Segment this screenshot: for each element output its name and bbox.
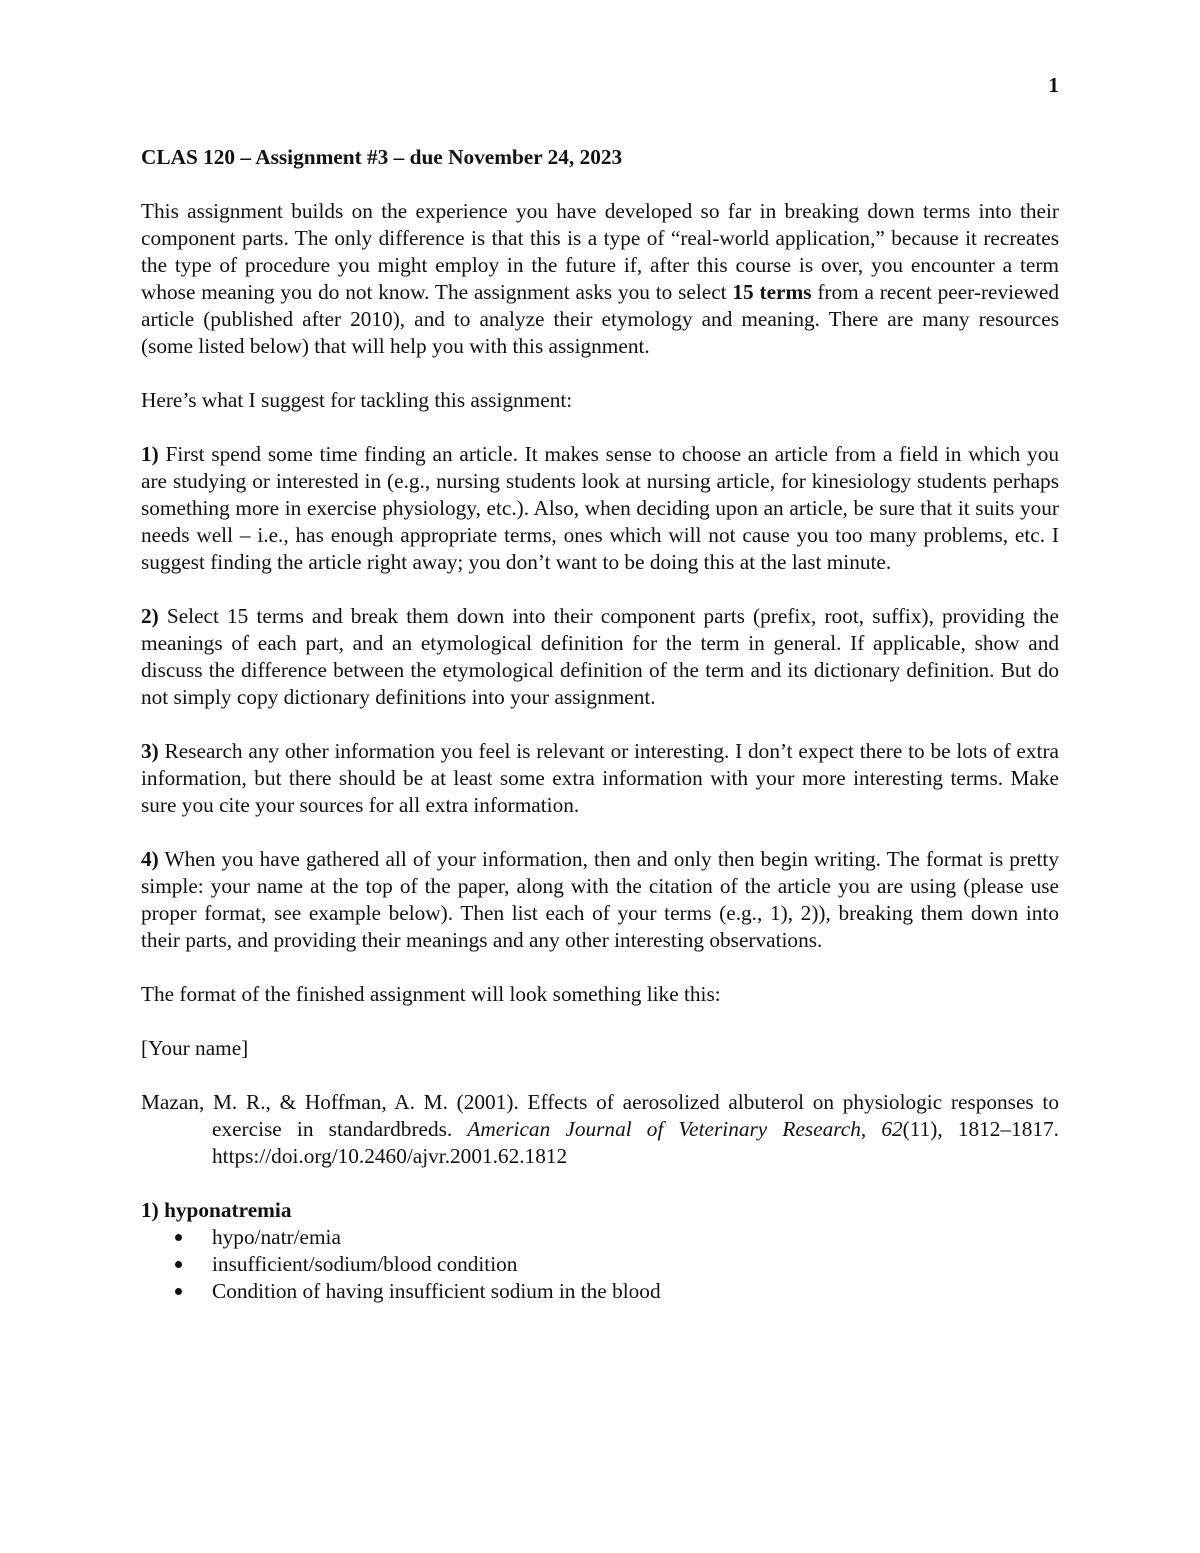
step-number: 1) [141, 442, 159, 466]
assignment-title: CLAS 120 – Assignment #3 – due November 24, 2023 [141, 145, 623, 169]
step-text: First spend some time finding an article. It makes sense to choose an article from a field in which you are studying or interested in (e.g., nursing students look at nursing article, for kinesiology students perhaps something more in exercise physiology, etc.). Also, when deciding upon an article, be sure that it suits your needs well – i.e., has enough appropriate terms, ones which will not cause you too many problems, etc. I suggest finding the article right away; you don’t want to be doing this at the last minute. [141, 442, 1059, 574]
list-item: hypo/natr/emia [141, 1224, 1059, 1251]
example-term-bullets [141, 1224, 1059, 1305]
step-text: When you have gathered all of your information, then and only then begin writing. The format is pretty simple: your name at the top of the paper, along with the citation of the article you are using (please use proper format, see example below). Then list each of your terms (e.g., 1), 2)), breaking them down into their parts, and providing their meanings and any other interesting observations. [141, 847, 1059, 952]
reference-journal: American Journal of Veterinary Research, 62 [467, 1117, 903, 1141]
list-item: Condition of having insufficient sodium in the blood [141, 1278, 1059, 1305]
step-paragraph-1 [141, 441, 1059, 576]
document-body [141, 144, 1059, 1305]
intro-text-1: This assignment builds on the experience you have developed so far in breaking down terms into their component parts. The only difference is that this is a type of “real-world application,” because it recreates the type of procedure you might employ in the future if, after this course is over, you encounter a term whose meaning you do not know. The assignment asks you to select [141, 199, 1059, 304]
reference-issue: (11), 1812–1817. https://doi.org/10.2460/ajvr.2001.62.1812 [212, 1117, 1059, 1168]
your-name-placeholder: [Your name] [141, 1036, 249, 1060]
step-number: 3) [141, 739, 159, 763]
example-term-heading: 1) hyponatremia [141, 1198, 292, 1222]
intro-text-2: from a recent peer-reviewed article (published after 2010), and to analyze their etymology and meaning. There are many resources (some listed below) that will help you with this assignment. [141, 280, 1059, 358]
format-line: The format of the finished assignment will look something like this: [141, 982, 721, 1006]
step-paragraph-4 [141, 846, 1059, 954]
step-paragraph-2 [141, 603, 1059, 711]
intro-bold-terms: 15 terms [732, 280, 812, 304]
step-number: 2) [141, 604, 159, 628]
step-paragraph-3 [141, 738, 1059, 819]
reference-citation [141, 1089, 1059, 1170]
suggest-line: Here’s what I suggest for tackling this assignment: [141, 388, 573, 412]
step-number: 4) [141, 847, 159, 871]
intro-paragraph [141, 198, 1059, 360]
step-text: Select 15 terms and break them down into their component parts (prefix, root, suffix), providing the meanings of each part, and an etymological definition for the term in general. If applicable, show and discuss the difference between the etymological definition of the term and its dictionary definition. But do not simply copy dictionary definitions into your assignment. [141, 604, 1059, 709]
step-text: Research any other information you feel is relevant or interesting. I don’t expect there to be lots of extra information, but there should be at least some extra information with your more interesting terms. Make sure you cite your sources for all extra information. [141, 739, 1059, 817]
reference-authors: Mazan, M. R., & Hoffman, A. M. (2001). Effects of aerosolized albuterol on physiologic responses to exercise in standardbreds. [141, 1090, 1059, 1141]
page-number: 1 [1048, 73, 1059, 97]
list-item: insufficient/sodium/blood condition [141, 1251, 1059, 1278]
